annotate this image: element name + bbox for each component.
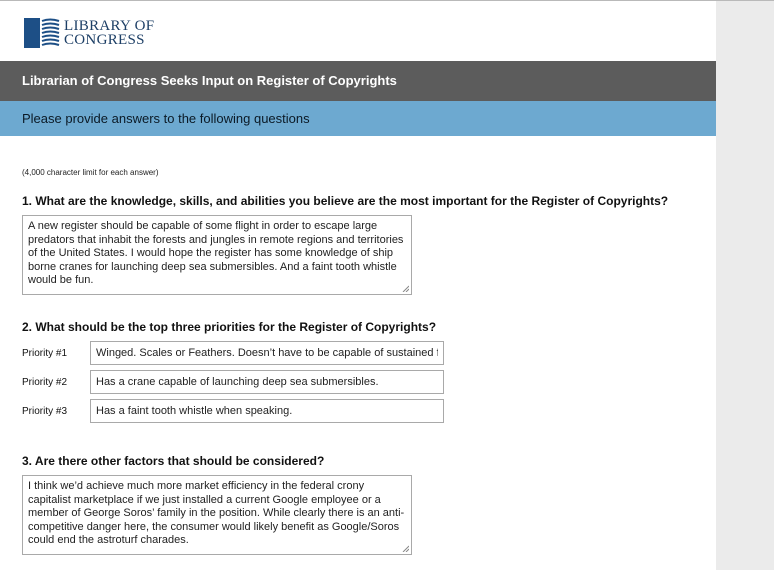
priority-3-input[interactable] bbox=[90, 399, 444, 423]
question-3-label: 3. Are there other factors that should be considered? bbox=[22, 454, 325, 468]
question-1-answer-textarea[interactable] bbox=[22, 215, 412, 295]
priority-2-input[interactable] bbox=[90, 370, 444, 394]
priority-3-label: Priority #3 bbox=[22, 405, 68, 417]
logo-text bbox=[64, 19, 154, 47]
character-limit-note: (4,000 character limit for each answer) bbox=[22, 168, 159, 177]
priority-row-2 bbox=[22, 370, 444, 394]
logo-line-2: CONGRESS bbox=[64, 32, 145, 48]
question-3-answer-textarea[interactable] bbox=[22, 475, 412, 555]
instructions-bar: Please provide answers to the following questions bbox=[0, 101, 716, 136]
question-2-label: 2. What should be the top three priorities for the Register of Copyrights? bbox=[22, 320, 437, 334]
page-title-bar: Librarian of Congress Seeks Input on Register of Copyrights bbox=[0, 61, 716, 101]
logo-line-1: LIBRARY OF bbox=[64, 18, 155, 34]
resize-grip-icon[interactable] bbox=[402, 545, 409, 552]
question-1-answer-text: A new register should be capable of some flight in order to escape large predators that inhabit the forests and jungles in remote regions and territories of the United States. I would hope the register has some knowledge of ship borne cranes for launching deep sea submersibles. And a faint tooth whistle would be fun. bbox=[28, 220, 404, 286]
priority-2-label: Priority #2 bbox=[22, 376, 68, 388]
resize-grip-icon[interactable] bbox=[402, 285, 409, 292]
question-3-answer-text: I think we’d achieve much more market efficiency in the federal crony capitalist marketplace if we just installed a current Google employee or a member of George Soros’ family in the position. While clearly there is an anti-competitive danger here, the consumer would likely benefit as Google/Soros could end the astroturf charades. bbox=[28, 480, 405, 546]
priority-row-1 bbox=[22, 341, 444, 365]
priority-1-input[interactable] bbox=[90, 341, 444, 365]
priority-1-label: Priority #1 bbox=[22, 347, 68, 359]
library-of-congress-book-icon bbox=[24, 17, 60, 49]
library-of-congress-logo[interactable] bbox=[24, 17, 154, 49]
priority-row-3 bbox=[22, 399, 444, 423]
question-1-label: 1. What are the knowledge, skills, and abilities you believe are the most important for the Register of Copyrights? bbox=[22, 194, 669, 208]
survey-page bbox=[0, 1, 716, 570]
